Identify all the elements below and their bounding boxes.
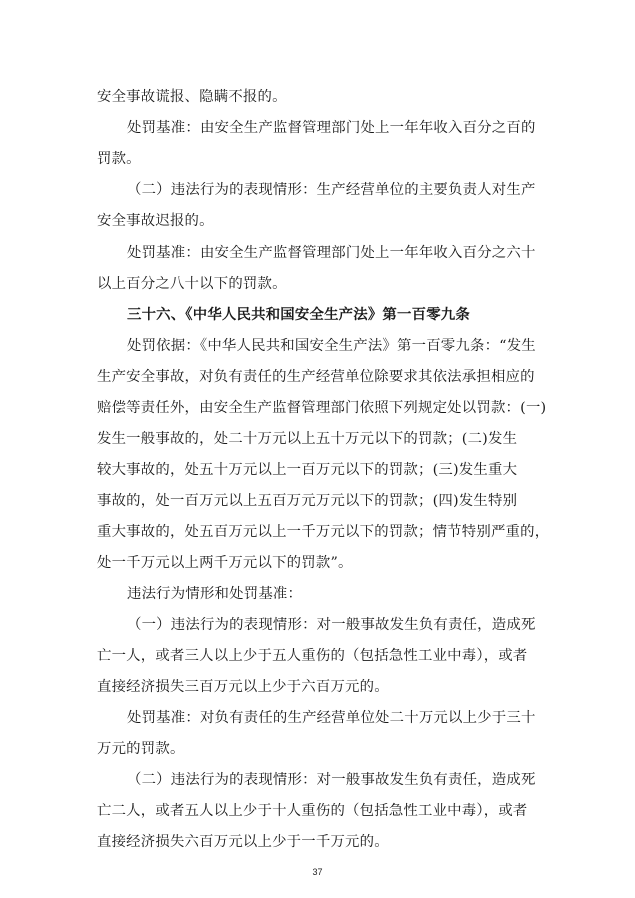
text-line: 重大事故的，处五百万元以上一千万元以下的罚款；情节特别严重的， (97, 524, 550, 540)
text-line: 较大事故的，处五十万元以上一百万元以下的罚款；(三)发生重大 (97, 462, 518, 478)
text-line: 罚款。 (97, 151, 141, 167)
text-line: 事故的，处一百万元以上五百万元万元以下的罚款；(四)发生特别 (97, 493, 518, 509)
text-line: 以上百分之八十以下的罚款。 (97, 276, 287, 292)
text-line: 直接经济损失三百万元以上少于六百万元的。 (97, 679, 389, 695)
text-line: 万元的罚款。 (97, 741, 185, 757)
text-line: 发生一般事故的，处二十万元以上五十万元以下的罚款；(二)发生 (97, 431, 518, 447)
text-line: 亡一人，或者三人以上少于五人重伤的（包括急性工业中毒），或者 (97, 648, 528, 664)
text-line: 直接经济损失六百万元以上少于一千万元的。 (97, 834, 389, 850)
text-line: （二）违法行为的表现情形：对一般事故发生负有责任，造成死 (127, 772, 536, 788)
text-line: 处罚依据：《中华人民共和国安全生产法》第一百零九条：“发生 (127, 338, 536, 354)
text-line: 亡二人，或者五人以上少于十人重伤的（包括急性工业中毒），或者 (97, 803, 528, 819)
page-number: 37 (312, 867, 323, 877)
text-line: 处一千万元以上两千万元以下的罚款”。 (97, 555, 353, 571)
text-line: 生产安全事故，对负有责任的生产经营单位除要求其依法承担相应的 (97, 369, 535, 385)
text-line: 处罚基准：由安全生产监督管理部门处上一年年收入百分之百的 (127, 120, 536, 136)
section-heading: 三十六、《中华人民共和国安全生产法》第一百零九条 (127, 307, 470, 323)
text-line: （一）违法行为的表现情形：对一般事故发生负有责任，造成死 (127, 617, 536, 633)
text-line: 安全事故迟报的。 (97, 213, 214, 229)
text-line: 安全事故谎报、隐瞒不报的。 (97, 89, 287, 105)
text-line: 处罚基准：对负有责任的生产经营单位处二十万元以上少于三十 (127, 710, 536, 726)
text-line: 赔偿等责任外，由安全生产监督管理部门依照下列规定处以罚款：(一) (97, 400, 547, 416)
text-line: 违法行为情形和处罚基准： (127, 586, 303, 602)
text-line: （二）违法行为的表现情形：生产经营单位的主要负责人对生产 (127, 182, 536, 198)
text-line: 处罚基准：由安全生产监督管理部门处上一年年收入百分之六十 (127, 245, 536, 261)
